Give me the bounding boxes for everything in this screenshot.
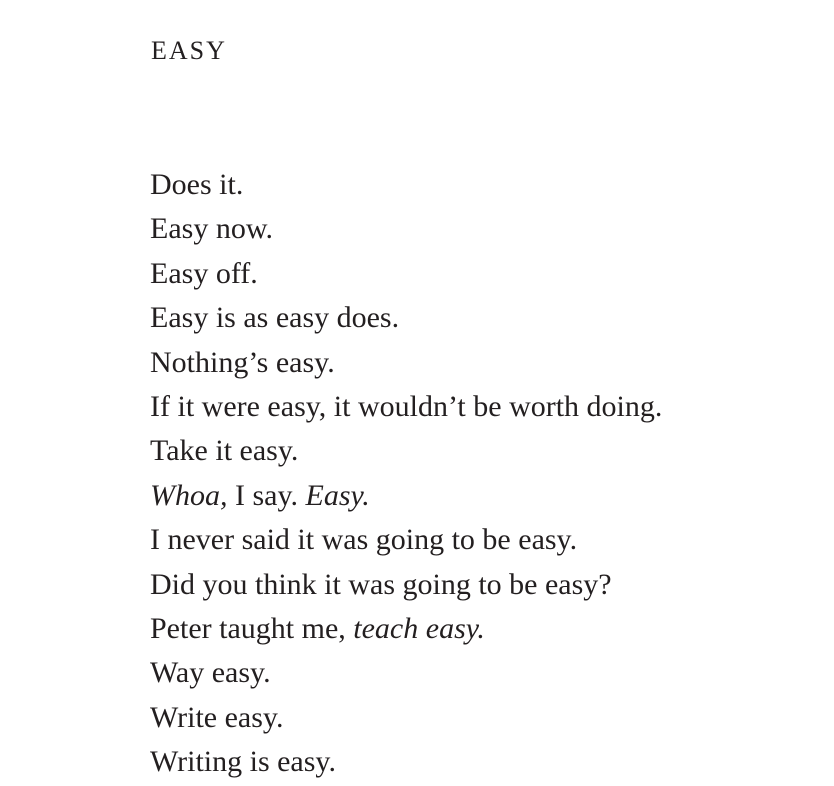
poem-line-3: Easy off. (150, 256, 258, 290)
poem-line-14: Writing is easy. (150, 745, 336, 779)
poem-line-11-roman: Peter taught me, (150, 611, 354, 645)
poem-line-7: Take it easy. (150, 434, 299, 468)
poem-line-8-roman: I say. (227, 478, 306, 512)
poem-line-2: Easy now. (150, 212, 274, 246)
poem-line-10: Did you think it was going to be easy? (150, 567, 612, 601)
poem-title: EASY (151, 36, 227, 65)
poem-line-9: I never said it was going to be easy. (150, 523, 578, 557)
poem-line-11 (150, 607, 662, 651)
poem-line-8-italic-whoa: Whoa, (150, 478, 228, 512)
poem-line-1: Does it. (150, 168, 244, 201)
poem-line-8-italic-easy: Easy. (305, 478, 370, 512)
poem-line-8 (150, 474, 662, 518)
poem-line-11-italic: teach easy. (353, 611, 485, 645)
poem-body (150, 163, 662, 784)
poem-line-5: Nothing’s easy. (150, 345, 335, 379)
poem-line-13: Write easy. (150, 700, 284, 734)
poem-line-12: Way easy. (150, 656, 271, 690)
poem-line-4: Easy is as easy does. (150, 301, 400, 335)
poem-line-6: If it were easy, it wouldn’t be worth doing. (150, 389, 663, 423)
